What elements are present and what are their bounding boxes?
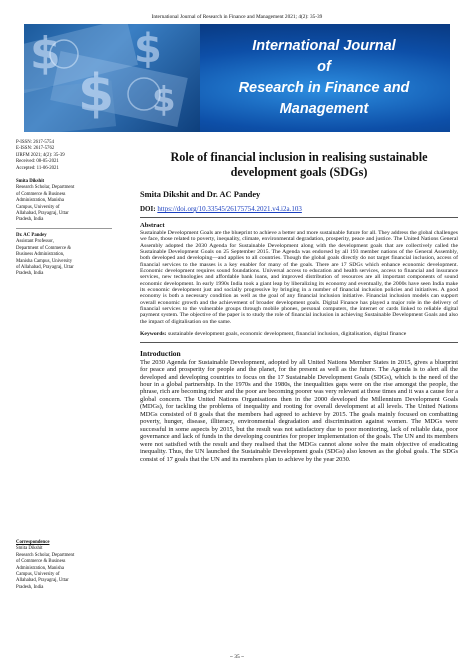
- correspondence-block: Correspondence Smita Dikshit Research Scholar, Department of Commerce & Business Administration, Manisha Campus, University of Allahabad, Prayagraj, Uttar Pradesh, India: [16, 540, 114, 591]
- journal-banner: [24, 24, 450, 132]
- author-affiliation: Smita Dikshit Research Scholar, Department of Commerce & Business Administration, Manisha Campus, University of Allahabad, Prayagraj, Uttar Pradesh, India: [16, 179, 75, 223]
- keywords-text: sustainable development goals, economic development, financial inclusion, digitalisation, digital finance: [167, 331, 407, 338]
- keywords: [140, 331, 458, 338]
- sidebar: [16, 140, 114, 278]
- introduction-heading: Introduction: [140, 348, 181, 358]
- divider: [140, 217, 458, 218]
- article-body: [140, 150, 458, 463]
- divider: [16, 228, 112, 229]
- page-number: ~ 35 ~: [229, 654, 245, 660]
- abstract-text: Sustainable Development Goals are the blueprint to achieve a better and more sustainable future for all. They address the global challenges we face, those related to poverty, inequality, climate, environmental degradation, prosperity, peace and justice. The United Nations General Assembly adopted the 2030 Agenda for Sustainable Development along with the development goals that are collectively called the Sustainable Development Goals on 25 September 2015. The Agenda was endorsed by all 193 member nations of the General Assembly, both developed and developing—and applies to all countries. Though the global goals directly do not target financial inclusion, access of financial services to the masses is a key enabler for many of the goals. There are 17 SDGs which enhance economic development. Economic development requires sound foundations. Universal access to education and health services, access to financial and insurance services, new technologies and affordable bank loans, and improved distribution of resources are all important components of sound economic development. In early 1990s India took a giant leap by liberalizing its economy and eventually, the 2000s have seen India make its economic development just and socially progressive by bringing in a number of financial inclusion policies and initiatives. A good economy is both a necessary condition as well as the goal of any financial inclusion initiative. Financial inclusion models can support overall economic growth and the achievement of broader development goals. Digital Finance has played a major role in the delivery of financial services to the vulnerable groups through mobile phones, personal computers, the internet or cards linked to reliable digital payment system. The objective of the paper is to study the role of financial inclusion in achieving Sustainable Development Goals and also the impact of digitalisation on the same.: [140, 230, 458, 325]
- doi-label: DOI:: [140, 205, 156, 213]
- paper-title: Role of financial inclusion in realising sustainable development goals (SDGs): [170, 150, 428, 179]
- doi-line: [140, 205, 458, 213]
- journal-title: International Journal of Research in Finance and Management: [238, 38, 410, 117]
- dollar-bills-image: $ $ $ $: [24, 24, 200, 132]
- author-affiliation: Dr. AC Pandey Assistant Professor, Department of Commerce & Business Administration, Manisha Campus, University of Allahabad, Prayagraj, Uttar Pradesh, India: [16, 232, 74, 277]
- introduction-text: The 2030 Agenda for Sustainable Development, adopted by all United Nations Member States in 2015, gives a blueprint for peace and prosperity for people and the planet, for the present as well as the future. The Agenda is to alert all the developed and developing countries to focus on the 17 Sustainable Development Goals (SDGs), which is the need of the hour in a global partnership. In the 1970s and the 1980s, the inequalities gaps were on the rise amongst the people, the phrase, rich are becoming richer and the poor are becoming poorer was very relevant at those times and it was a cause for a global concern. The United Nations Organisations then in the 2000 developed the Millennium Development Goals (MDGs), for tackling the problems of inequality and rooting for overall development at all levels. The United Nations MDGs consisted of 8 goals that the members had agreed to achieve by 2015. The goals mainly focused on combatting poverty, hunger, disease, illiteracy, environmental degradation and discrimination against women. The MDGs were successful in some aspects by 2015, but the result was not satisfactory due to poor monitoring, lack of reliable data, poor governance and lack of funds in the developing countries for proper implementation of the goals. The UN and its members were not satisfied with the result and they realised that the MDGs cannot alone solve the main objective of eradicating inequality. Thus, the UN launched the Sustainable Development goals (SDGs) also known as the global goals. The SDGs consist of 17 goals that the UN and its members plan to achieve by the year 2030.: [140, 358, 458, 463]
- abstract-heading: Abstract: [140, 222, 165, 229]
- paper-authors: Smita Dikshit and Dr. AC Pandey: [140, 190, 261, 199]
- divider: [140, 342, 458, 343]
- correspondence-label: Correspondence: [16, 540, 50, 545]
- issn-block: P-ISSN: 2617-5754 E-ISSN: 2617-5762 IJRFM 2021; 4(2): 35-39 Received: 08-05-2021 Accepted: 11-06-2021: [16, 140, 65, 171]
- doi-link[interactable]: https://doi.org/10.33545/26175754.2021.v4.i2a.103: [157, 205, 302, 213]
- keywords-label: Keywords:: [140, 331, 167, 338]
- running-head: International Journal of Research in Finance and Management 2021; 4(2): 35-39: [151, 14, 323, 20]
